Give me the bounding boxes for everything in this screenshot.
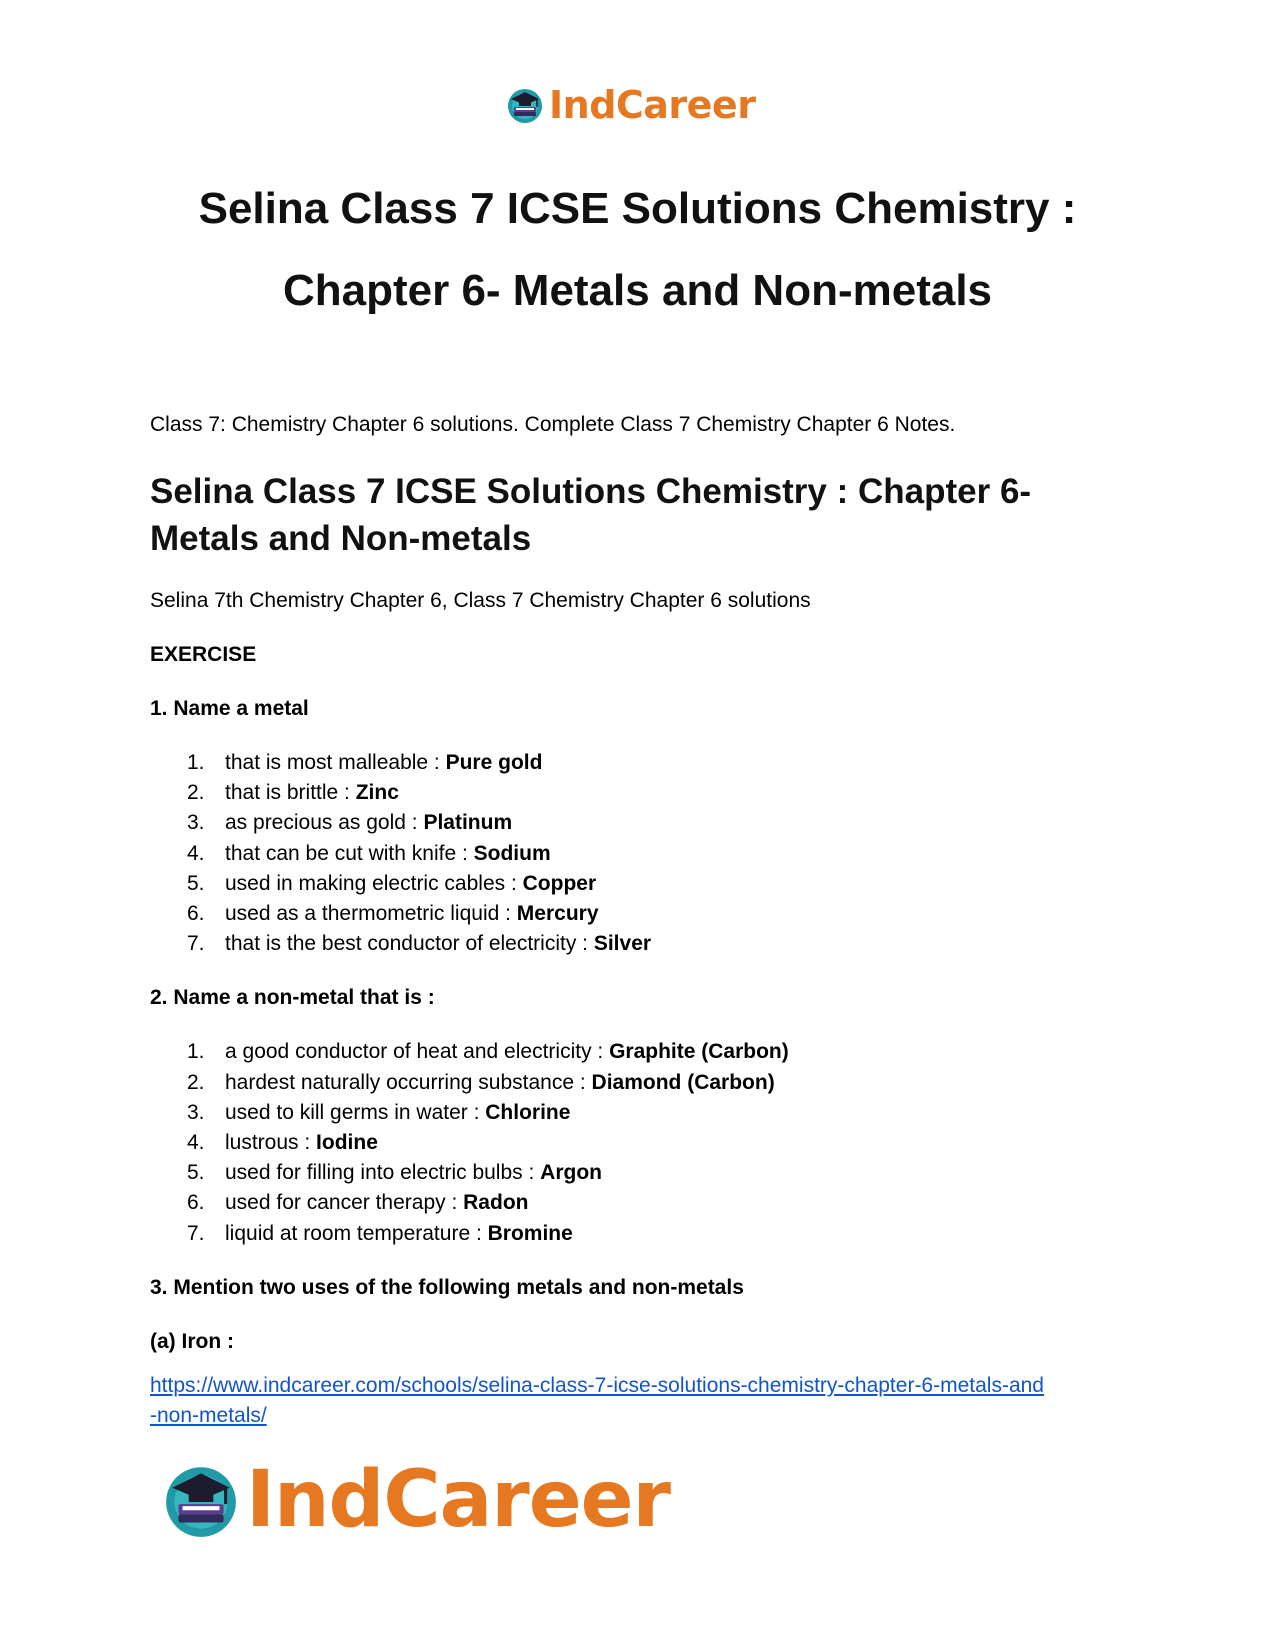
list-item-number: 5. <box>187 871 205 895</box>
page-title <box>100 168 1175 332</box>
list-item <box>150 1128 1140 1158</box>
list-item-answer: Copper <box>522 871 597 895</box>
list-item-text: used as a thermometric liquid : <box>225 902 517 926</box>
list-item <box>150 839 1140 869</box>
source-link-line-1: https://www.indcareer.com/schools/selina-class-7-icse-solutions-chemistry-chapter-6-metals-and <box>150 1373 1044 1397</box>
list-item-text: a good conductor of heat and electricity : <box>225 1040 610 1064</box>
list-item <box>150 808 1140 838</box>
list-item <box>150 1068 1140 1098</box>
list-item-text: used to kill germs in water : <box>225 1100 486 1124</box>
list-item <box>150 899 1140 929</box>
list-item-number: 7. <box>187 1221 205 1245</box>
list-item-number: 3. <box>187 1100 205 1124</box>
list-item <box>150 869 1140 899</box>
list-item-answer: Silver <box>593 932 652 956</box>
header-logo <box>505 80 755 130</box>
list-item <box>150 1188 1140 1218</box>
list-item-number: 5. <box>187 1161 205 1185</box>
brand-wordmark: IndCareer <box>549 83 756 127</box>
list-item-text: that can be cut with knife : <box>225 841 474 865</box>
list-item-text: used in making electric cables : <box>225 871 523 895</box>
list-item <box>150 929 1140 959</box>
document-body <box>150 410 1140 1431</box>
list-item-text: liquid at room temperature : <box>225 1221 488 1245</box>
section-heading <box>150 468 1140 562</box>
list-item-number: 2. <box>187 781 205 805</box>
list-item-text: that is most malleable : <box>225 751 446 774</box>
sub-intro-text: Selina 7th Chemistry Chapter 6, Class 7 Chemistry Chapter 6 solutions <box>150 589 811 612</box>
list-item-text: that is the best conductor of electricity : <box>225 932 594 956</box>
list-item <box>150 778 1140 808</box>
list-item-text: used for cancer therapy : <box>225 1191 464 1215</box>
list-item-text: lustrous : <box>225 1131 317 1155</box>
list-item <box>150 1158 1140 1188</box>
source-link[interactable] <box>150 1371 1140 1431</box>
list-item-answer: Radon <box>463 1191 529 1215</box>
question-2-heading: 2. Name a non-metal that is : <box>150 986 435 1010</box>
list-item-answer: Diamond (Carbon) <box>591 1070 775 1094</box>
list-item <box>150 1037 1140 1067</box>
list-item-number: 7. <box>187 932 205 956</box>
list-item-number: 4. <box>187 1131 205 1155</box>
list-item-number: 3. <box>187 811 205 835</box>
list-item-number: 1. <box>187 751 205 774</box>
list-item <box>150 1219 1140 1249</box>
list-item-answer: Pure gold <box>445 751 543 774</box>
intro-text: Class 7: Chemistry Chapter 6 solutions. Complete Class 7 Chemistry Chapter 6 Notes. <box>150 413 956 436</box>
list-item-number: 1. <box>187 1040 205 1064</box>
footer-logo <box>160 1455 670 1545</box>
graduation-cap-globe-icon <box>505 85 545 125</box>
list-item-text: as precious as gold : <box>225 811 424 835</box>
page-title-line-1: Selina Class 7 ICSE Solutions Chemistry : <box>198 184 1077 233</box>
exercise-label: EXERCISE <box>150 643 257 666</box>
list-item-text: used for filling into electric bulbs : <box>225 1161 541 1185</box>
question-3-part-a: (a) Iron : <box>150 1329 234 1353</box>
list-item-answer: Graphite (Carbon) <box>609 1040 789 1064</box>
page-title-line-2: Chapter 6- Metals and Non-metals <box>282 266 993 315</box>
section-heading-line-1: Selina Class 7 ICSE Solutions Chemistry : Chapter 6- <box>150 472 1032 511</box>
question-3-heading: 3. Mention two uses of the following metals and non-metals <box>150 1275 744 1299</box>
list-item-number: 6. <box>187 902 205 926</box>
list-item <box>150 1098 1140 1128</box>
list-item-answer: Bromine <box>487 1221 573 1245</box>
list-item-number: 2. <box>187 1070 205 1094</box>
list-item-number: 6. <box>187 1191 205 1215</box>
question-2-list <box>150 1037 1140 1248</box>
section-heading-line-2: Metals and Non-metals <box>150 519 532 558</box>
list-item-answer: Iodine <box>316 1131 378 1155</box>
list-item-text: hardest naturally occurring substance : <box>225 1070 592 1094</box>
question-1-list <box>150 748 1140 959</box>
list-item-text: that is brittle : <box>225 781 356 805</box>
list-item <box>150 748 1140 778</box>
graduation-cap-globe-icon <box>160 1459 242 1541</box>
list-item-answer: Mercury <box>516 902 599 926</box>
list-item-answer: Platinum <box>423 811 513 835</box>
brand-wordmark: IndCareer <box>246 1455 670 1545</box>
list-item-answer: Argon <box>540 1161 602 1185</box>
list-item-answer: Sodium <box>473 841 551 865</box>
question-1-heading: 1. Name a metal <box>150 697 309 720</box>
list-item-answer: Chlorine <box>485 1100 571 1124</box>
list-item-number: 4. <box>187 841 205 865</box>
source-link-line-2: -non-metals/ <box>150 1403 267 1427</box>
list-item-answer: Zinc <box>355 781 399 805</box>
